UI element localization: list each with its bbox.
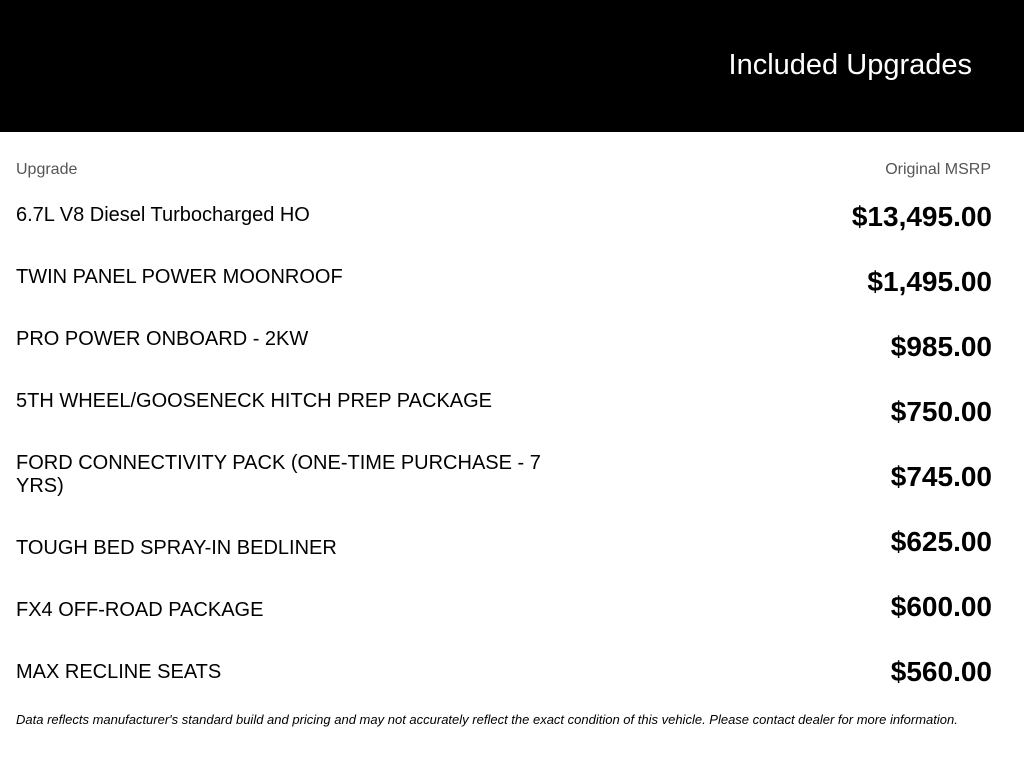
upgrade-price: $1,495.00: [867, 266, 992, 297]
upgrade-price: $745.00: [890, 461, 992, 492]
page-title: Included Upgrades: [728, 49, 972, 81]
upgrade-price: $625.00: [890, 526, 992, 557]
upgrade-name: TOUGH BED SPRAY-IN BEDLINER: [16, 537, 337, 559]
upgrade-name: PRO POWER ONBOARD - 2KW: [16, 328, 309, 350]
disclaimer-note: Data reflects manufacturer's standard build and pricing and may not accurately reflect the exact condition of this vehicle. Please contact dealer for more information.: [16, 712, 958, 727]
header-banner: [0, 0, 1024, 132]
column-header-upgrade: Upgrade: [16, 161, 78, 178]
upgrade-name: TWIN PANEL POWER MOONROOF: [16, 266, 343, 288]
upgrade-name: 6.7L V8 Diesel Turbocharged HO: [16, 204, 310, 226]
upgrade-name: MAX RECLINE SEATS: [16, 661, 222, 683]
upgrade-name: 5TH WHEEL/GOOSENECK HITCH PREP PACKAGE: [16, 390, 493, 412]
upgrade-name: FX4 OFF-ROAD PACKAGE: [16, 599, 264, 621]
upgrade-name: FORD CONNECTIVITY PACK (ONE-TIME PURCHASE - 7 YRS): [16, 452, 541, 497]
column-header-msrp: Original MSRP: [885, 161, 991, 178]
upgrade-price: $750.00: [890, 396, 992, 427]
upgrade-price: $13,495.00: [851, 201, 992, 232]
upgrade-price: $560.00: [890, 656, 992, 687]
upgrade-price: $600.00: [890, 591, 992, 622]
upgrade-price: $985.00: [890, 331, 992, 362]
